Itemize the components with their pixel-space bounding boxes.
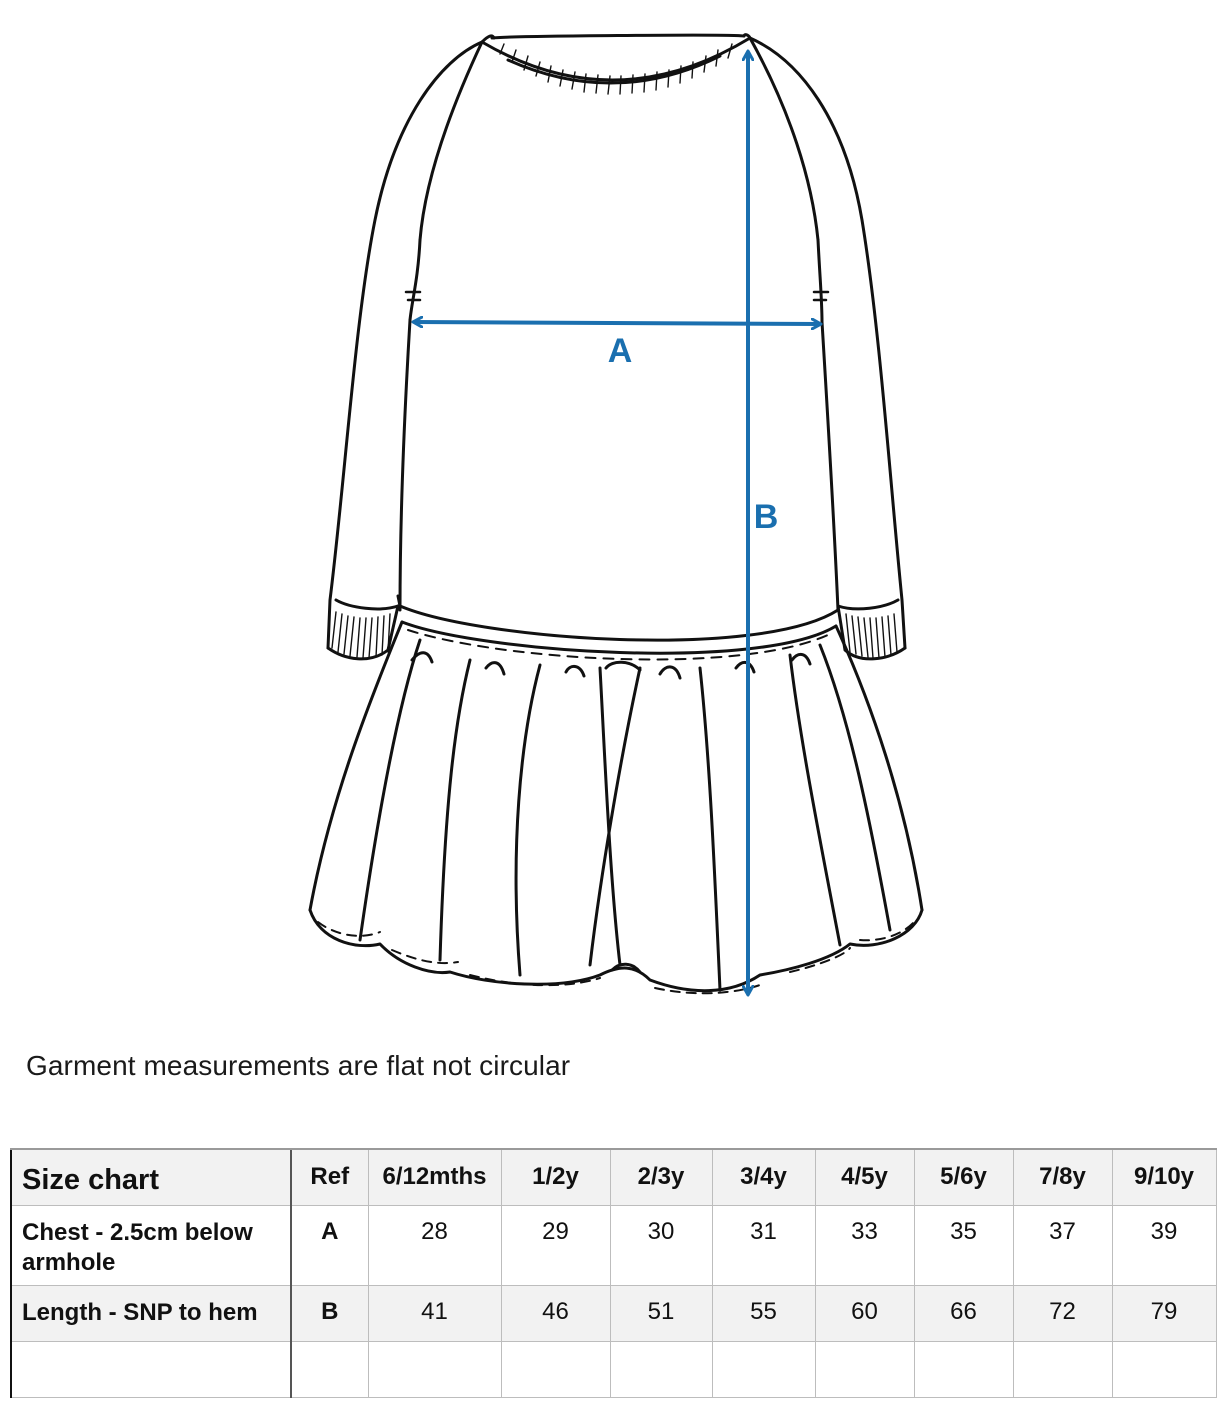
table-cell: 28: [368, 1205, 501, 1285]
size-header: 3/4y: [712, 1149, 815, 1205]
bodice-left-side: [400, 320, 410, 610]
table-cell: 37: [1013, 1205, 1112, 1285]
size-header: 5/6y: [914, 1149, 1013, 1205]
row-label: Chest - 2.5cm below armhole: [11, 1205, 291, 1285]
right-sleeve: [750, 38, 905, 659]
table-cell-empty: [610, 1341, 712, 1397]
table-cell: 41: [368, 1285, 501, 1341]
table-cell: 60: [815, 1285, 914, 1341]
table-cell-empty: [1112, 1341, 1216, 1397]
size-chart-table: [10, 1148, 1217, 1398]
table-cell-empty: [914, 1341, 1013, 1397]
row-ref: B: [291, 1285, 368, 1341]
table-cell-empty: [368, 1341, 501, 1397]
table-title: Size chart: [11, 1149, 291, 1205]
ref-header: Ref: [291, 1149, 368, 1205]
table-cell: 31: [712, 1205, 815, 1285]
size-header: 4/5y: [815, 1149, 914, 1205]
measurement-a-arrow: [414, 322, 820, 324]
measurement-note: Garment measurements are flat not circular: [26, 1050, 571, 1081]
table-cell-empty: [291, 1341, 368, 1397]
measurement-b-label: B: [753, 498, 779, 536]
table-cell-empty: [815, 1341, 914, 1397]
table-cell-empty: [11, 1341, 291, 1397]
size-header: 7/8y: [1013, 1149, 1112, 1205]
table-cell: 35: [914, 1205, 1013, 1285]
skirt: [310, 622, 922, 993]
neckline-rib: [482, 35, 750, 83]
table-cell: 55: [712, 1285, 815, 1341]
table-cell: 66: [914, 1285, 1013, 1341]
bodice-right-side: [822, 322, 838, 610]
table-cell: 33: [815, 1205, 914, 1285]
table-row-empty: [11, 1341, 1216, 1397]
table-cell: 46: [501, 1285, 610, 1341]
measurement-a-label: A: [607, 332, 633, 370]
table-row: [11, 1205, 1216, 1285]
table-cell-empty: [1013, 1341, 1112, 1397]
waist-seam: [400, 606, 838, 660]
row-label: Length - SNP to hem: [11, 1285, 291, 1341]
table-cell: 51: [610, 1285, 712, 1341]
table-cell-empty: [501, 1341, 610, 1397]
table-cell-empty: [712, 1341, 815, 1397]
table-cell: 79: [1112, 1285, 1216, 1341]
table-cell: 30: [610, 1205, 712, 1285]
table-row: [11, 1285, 1216, 1341]
table-cell: 72: [1013, 1285, 1112, 1341]
size-header: 9/10y: [1112, 1149, 1216, 1205]
size-header: 6/12mths: [368, 1149, 501, 1205]
left-cuff-rib: [332, 612, 390, 658]
left-sleeve: [328, 42, 482, 659]
table-cell: 29: [501, 1205, 610, 1285]
row-ref: A: [291, 1205, 368, 1285]
right-cuff-rib: [846, 614, 897, 658]
size-header: 2/3y: [610, 1149, 712, 1205]
table-cell: 39: [1112, 1205, 1216, 1285]
size-header: 1/2y: [501, 1149, 610, 1205]
table-header-row: [11, 1149, 1216, 1205]
